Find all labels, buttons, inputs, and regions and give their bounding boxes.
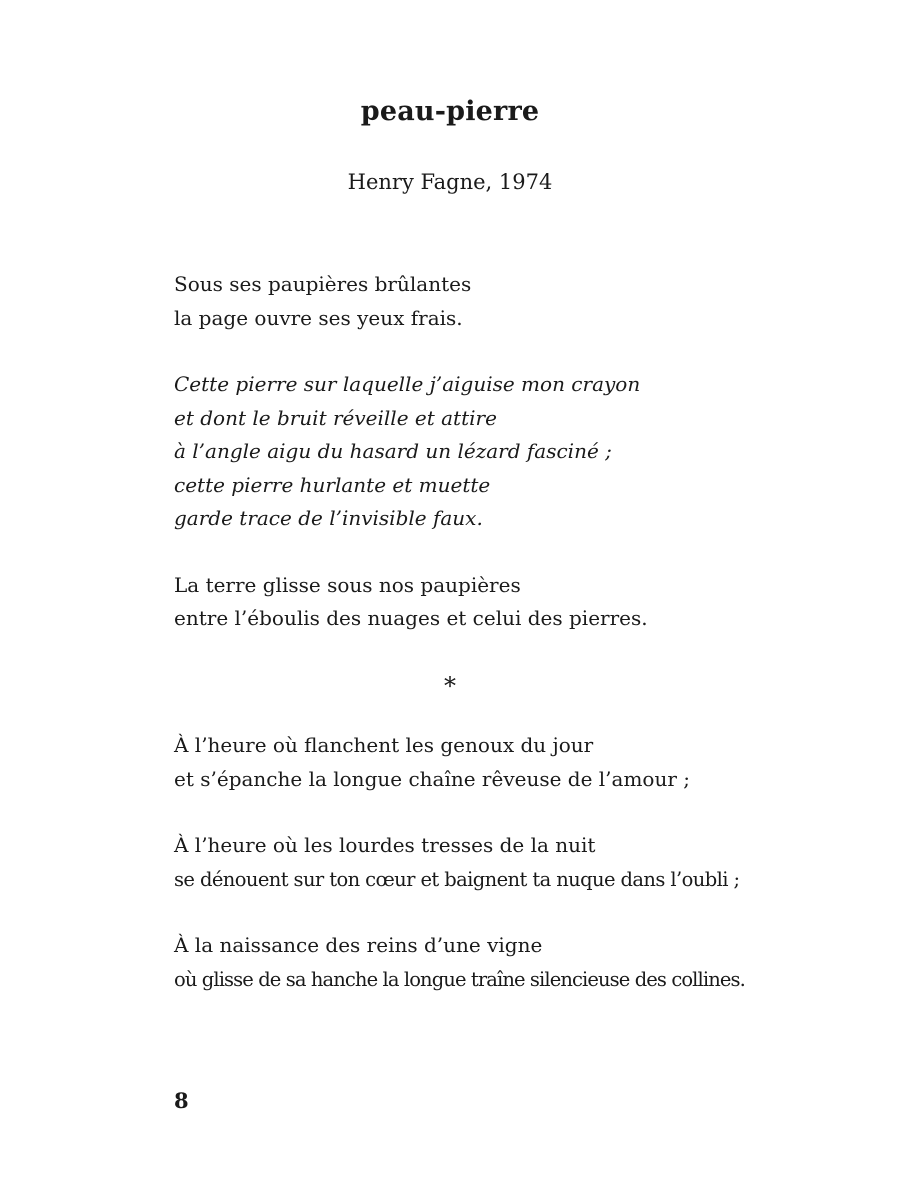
stanza-3: [174, 569, 814, 636]
poem-title: peau-pierre: [360, 96, 540, 127]
verse-line: Cette pierre sur laquelle j’aiguise mon crayon: [174, 372, 641, 396]
verse-line: et s’épanche la longue chaîne rêveuse de l’amour ;: [174, 766, 691, 791]
verse-line: À l’heure où flanchent les genoux du jour: [174, 733, 594, 757]
page-number: 8: [174, 1088, 189, 1113]
author-line: Henry Fagne, 1974: [347, 170, 553, 194]
verse-line: À l’heure où les lourdes tresses de la nuit: [174, 833, 596, 857]
stanza-1: [174, 268, 814, 335]
verse-line: garde trace de l’invisible faux.: [174, 506, 483, 530]
verse-line: et dont le bruit réveille et attire: [174, 405, 497, 430]
stanza-4: [174, 729, 834, 796]
poem-part-2: [174, 729, 834, 1029]
poem-part-1: [174, 268, 814, 669]
verse-line: La terre glisse sous nos paupières: [174, 572, 521, 597]
verse-line: entre l’éboulis des nuages et celui des pierres.: [174, 606, 648, 630]
verse-line: la page ouvre ses yeux frais.: [174, 305, 463, 330]
verse-line: à l’angle aigu du hasard un lézard fasciné ;: [174, 439, 612, 463]
verse-line: cette pierre hurlante et muette: [174, 472, 491, 497]
section-separator: *: [444, 672, 456, 700]
verse-line: se dénouent sur ton cœur et baignent ta nuque dans l’oubli ;: [174, 867, 740, 891]
stanza-5: [174, 829, 834, 896]
stanza-2-italic: [174, 368, 814, 536]
verse-line: où glisse de sa hanche la longue traîne silencieuse des collines.: [174, 967, 745, 991]
verse-line: À la naissance des reins d’une vigne: [174, 933, 543, 957]
verse-line: Sous ses paupières brûlantes: [174, 272, 472, 296]
stanza-6: [174, 929, 834, 996]
